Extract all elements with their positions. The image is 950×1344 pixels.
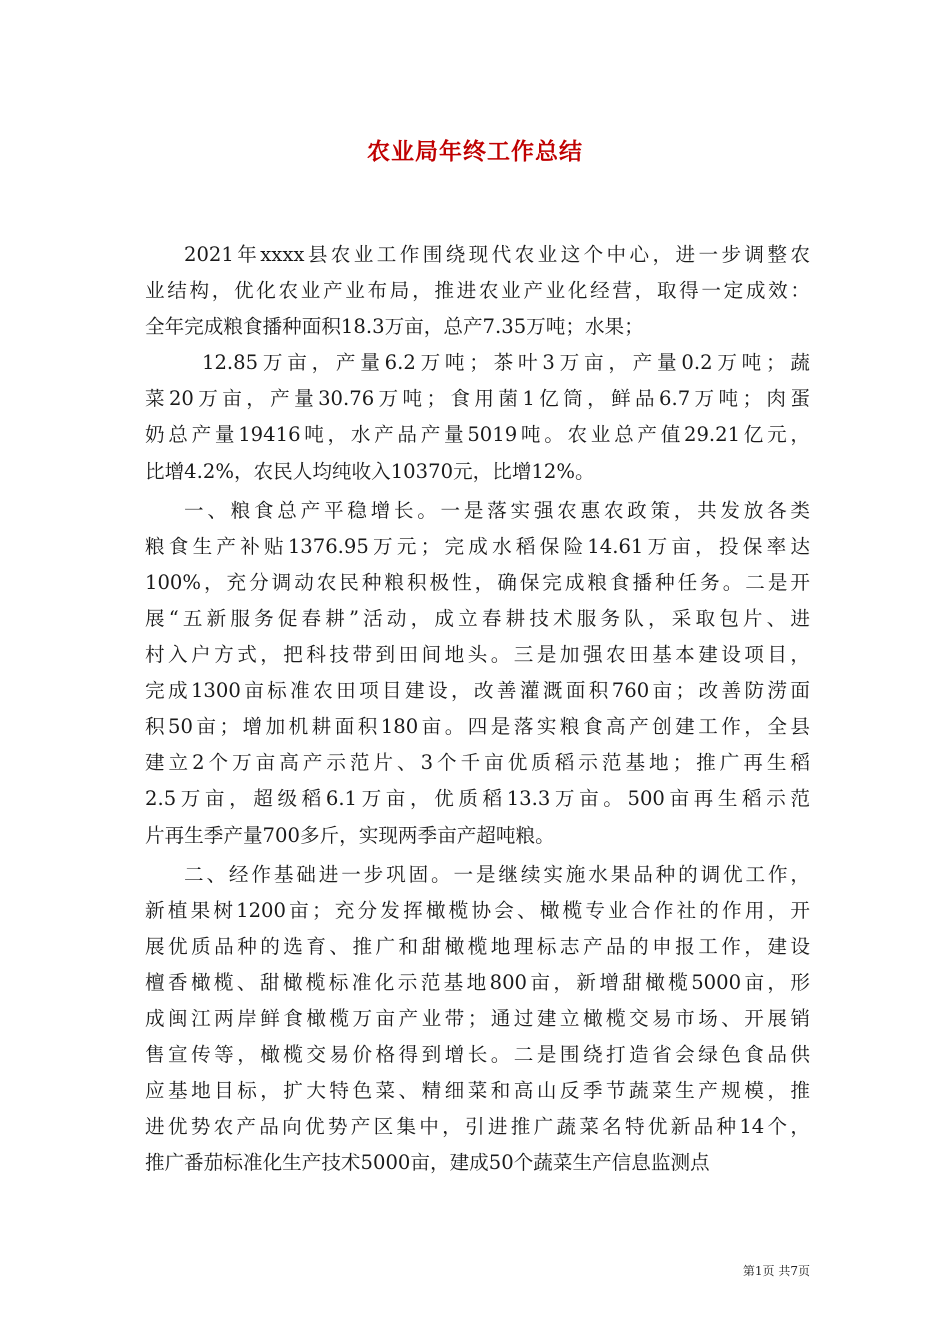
text-line: 建立2个万亩高产示范片、3个千亩优质稻示范基地；推广再生稻	[145, 751, 810, 775]
text-line: 菜20万亩，产量30.76万吨；食用菌1亿筒，鲜品6.7万吨；肉蛋	[145, 387, 810, 411]
page-title: 农业局年终工作总结	[367, 138, 583, 165]
document-body	[145, 237, 810, 1181]
text-line: 100%，充分调动农民种粮积极性，确保完成粮食播种任务。二是开	[145, 570, 810, 594]
page-number: 第1页 共7页	[742, 1264, 810, 1278]
text-line: 积50亩；增加机耕面积180亩。四是落实粮食高产创建工作，全县	[145, 715, 810, 739]
text-line: 二、经作基础进一步巩固。一是继续实施水果品种的调优工作，	[184, 862, 810, 886]
text-line: 12.85万亩，产量6.2万吨；茶叶3万亩，产量0.2万吨；蔬	[202, 351, 810, 375]
text-line: 业结构，优化农业产业布局，推进农业产业化经营，取得一定成效：	[145, 279, 810, 303]
text-line: 粮食生产补贴1376.95万元；完成水稻保险14.61万亩，投保率达	[145, 534, 810, 558]
text-line: 一、粮食总产平稳增长。一是落实强农惠农政策，共发放各类	[184, 498, 810, 522]
text-line: 推广番茄标准化生产技术5000亩，建成50个蔬菜生产信息监测点	[145, 1151, 710, 1175]
text-line: 进优势农产品向优势产区集中，引进推广蔬菜名特优新品种14个，	[145, 1115, 810, 1139]
text-line: 全年完成粮食播种面积18.3万亩，总产7.35万吨；水果；	[145, 315, 644, 339]
text-line: 售宣传等，橄榄交易价格得到增长。二是围绕打造省会绿色食品供	[145, 1043, 810, 1067]
text-line: 檀香橄榄、甜橄榄标准化示范基地800亩，新增甜橄榄5000亩，形	[145, 970, 810, 994]
text-line: 比增4.2%，农民人均纯收入10370元，比增12%。	[145, 459, 595, 483]
text-line: 新植果树1200亩；充分发挥橄榄协会、橄榄专业合作社的作用，开	[145, 898, 810, 922]
text-line: 展优质品种的选育、推广和甜橄榄地理标志产品的申报工作，建设	[145, 934, 810, 958]
text-line: 2.5万亩，超级稻6.1万亩，优质稻13.3万亩。500亩再生稻示范	[145, 787, 810, 811]
text-line: 村入户方式，把科技带到田间地头。三是加强农田基本建设项目，	[145, 643, 810, 667]
text-line: 展“五新服务促春耕”活动，成立春耕技术服务队，采取包片、进	[145, 606, 810, 630]
text-line: 片再生季产量700多斤，实现两季亩产超吨粮。	[145, 823, 555, 847]
text-line: 奶总产量19416吨，水产品产量5019吨。农业总产值29.21亿元，	[145, 423, 810, 447]
text-line: 完成1300亩标准农田项目建设，改善灌溉面积760亩；改善防涝面	[145, 679, 810, 703]
text-line: 成闽江两岸鲜食橄榄万亩产业带；通过建立橄榄交易市场、开展销	[145, 1006, 810, 1030]
text-line: 2021年xxxx县农业工作围绕现代农业这个中心，进一步调整农	[184, 243, 810, 266]
text-line: 应基地目标，扩大特色菜、精细菜和高山反季节蔬菜生产规模，推	[145, 1079, 810, 1103]
